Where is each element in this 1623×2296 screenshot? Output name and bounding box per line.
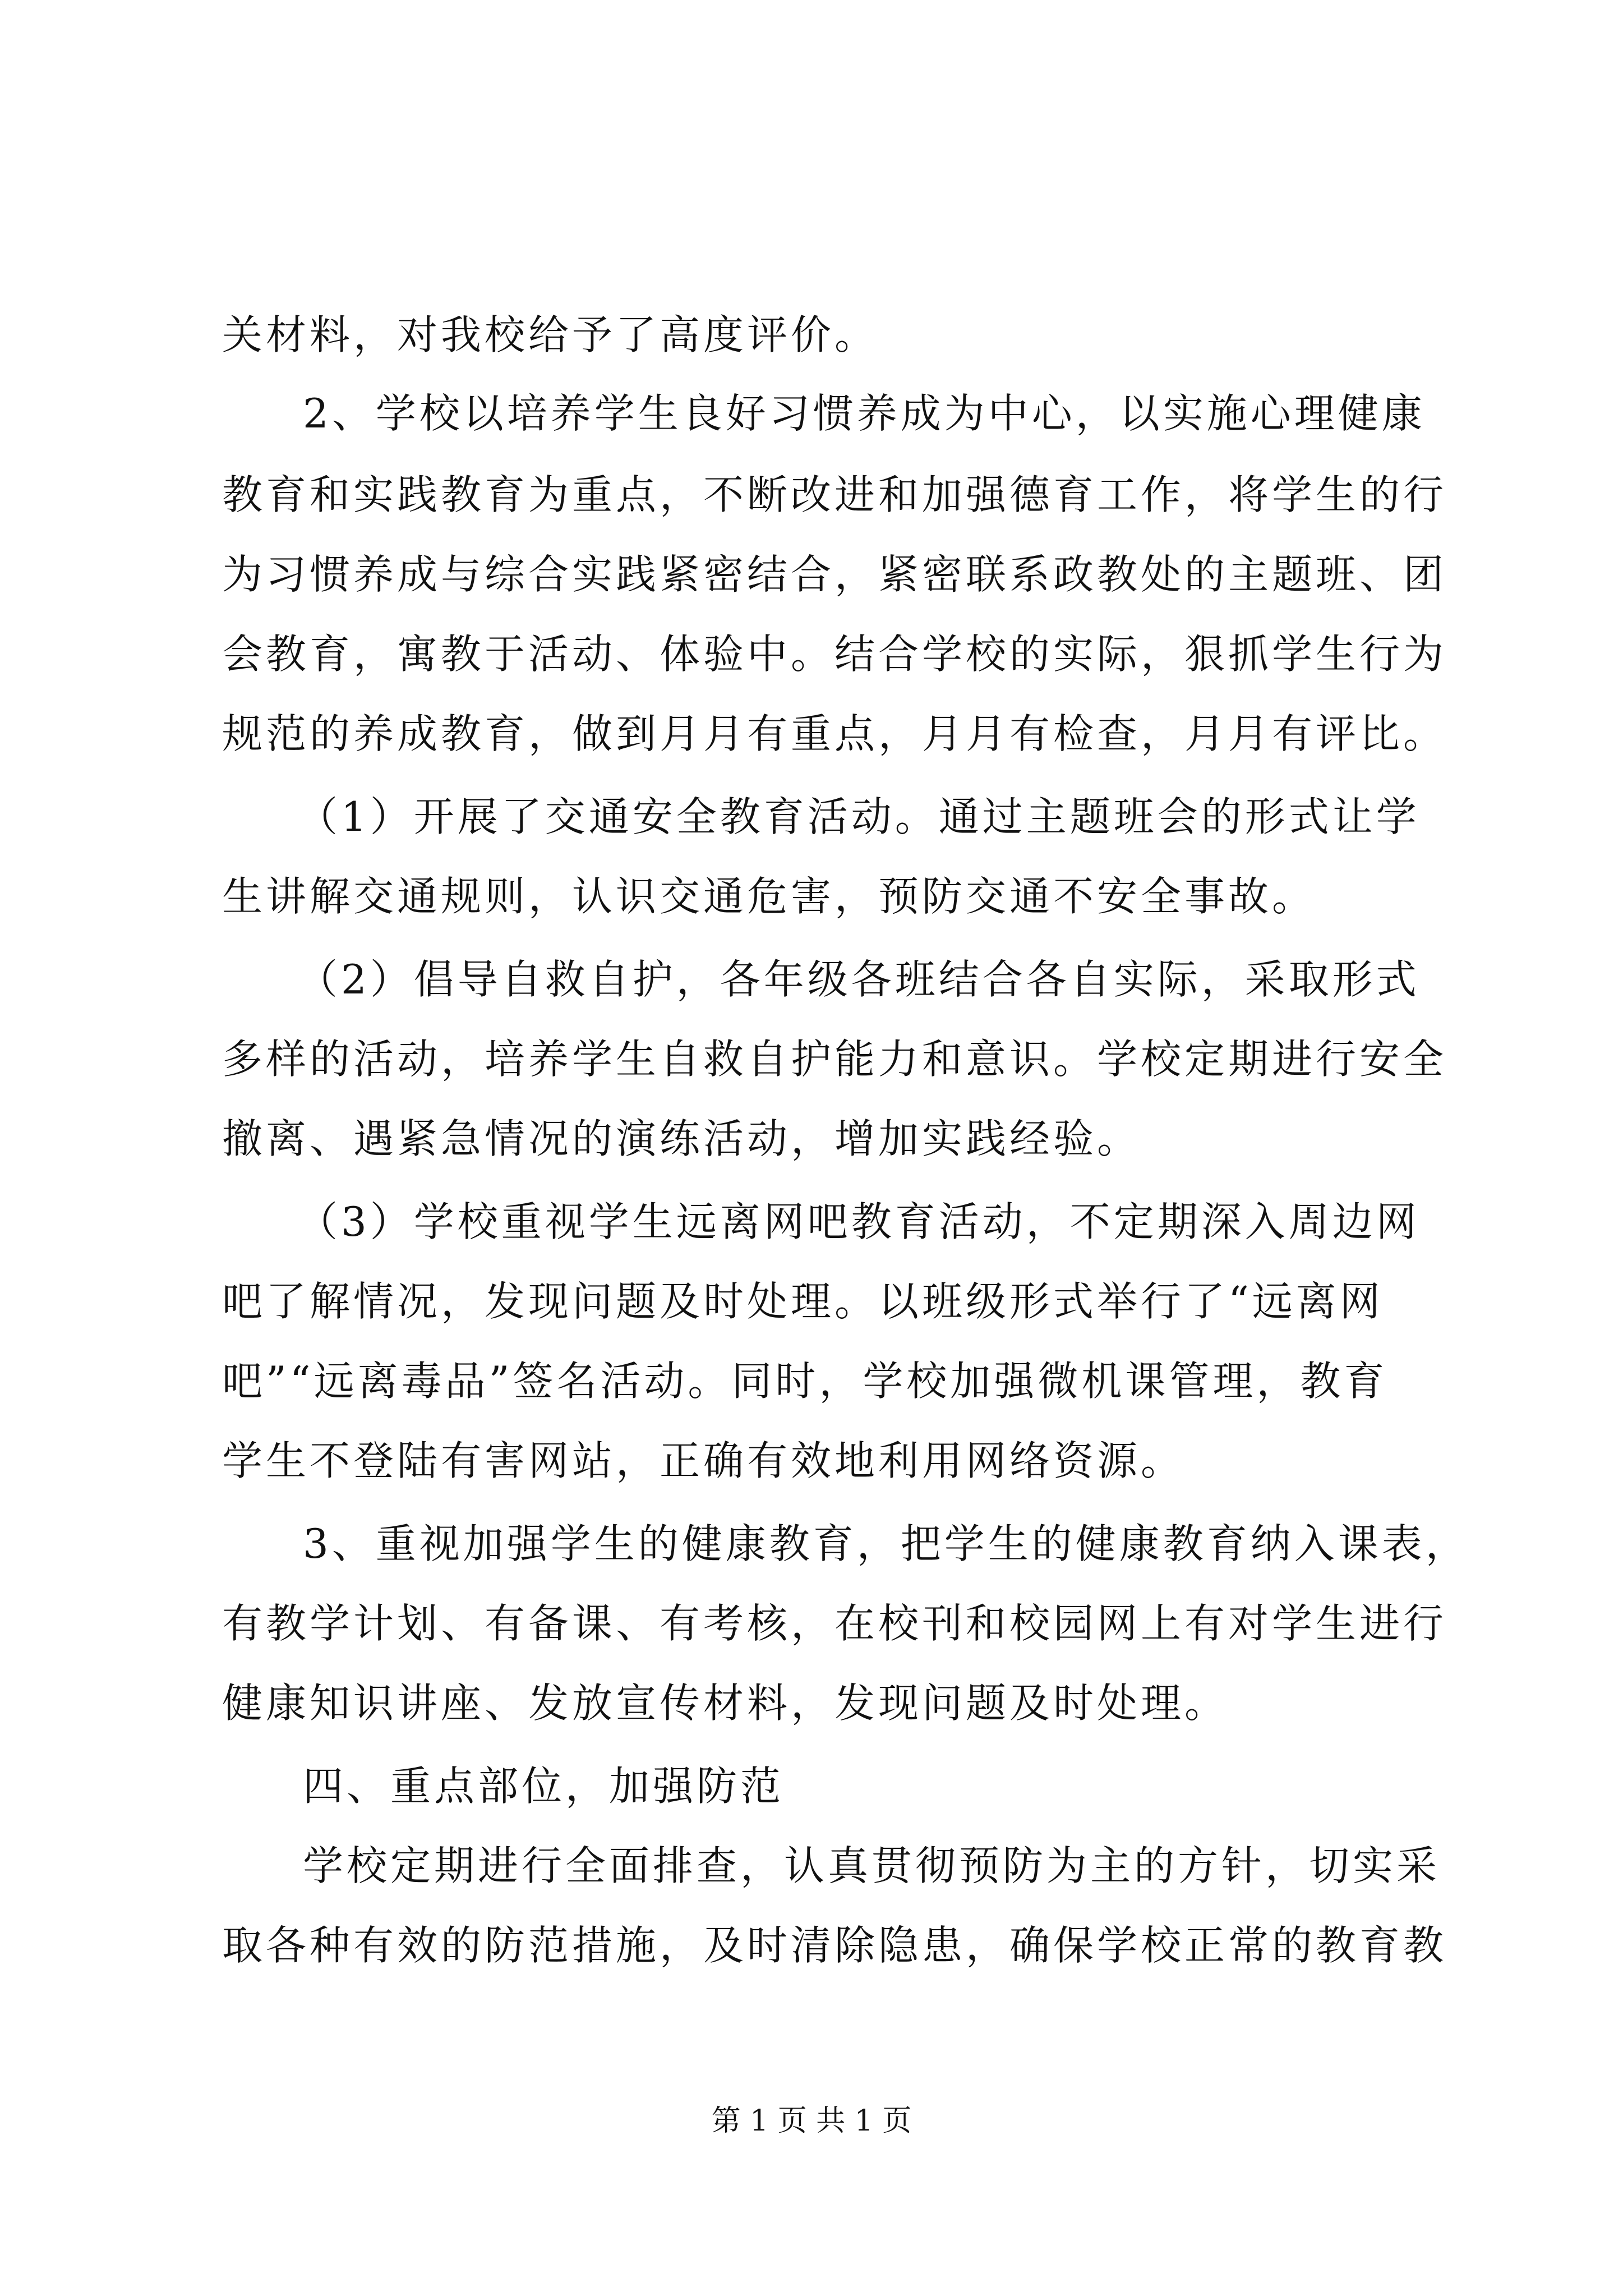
text-line: 3、重视加强学生的健康教育，把学生的健康教育纳入课表， (303, 1520, 1469, 1567)
text-line: 有教学计划、有备课、有考核，在校刊和校园网上有对学生进行 (222, 1600, 1447, 1647)
text-line: 会教育，寓教于活动、体验中。结合学校的实际，狠抓学生行为 (222, 631, 1447, 678)
text-line: 撤离、遇紧急情况的演练活动，增加实践经验。 (222, 1115, 1141, 1162)
text-line: 多样的活动，培养学生自救自护能力和意识。学校定期进行安全 (222, 1036, 1447, 1083)
text-line: 2、学校以培养学生良好习惯养成为中心，以实施心理健康 (303, 390, 1426, 437)
text-line: 为习惯养成与综合实践紧密结合，紧密联系政教处的主题班、团 (222, 551, 1447, 598)
text-line: 健康知识讲座、发放宣传材料，发现问题及时处理。 (222, 1680, 1229, 1727)
text-line: （2）倡导自救自护，各年级各班结合各自实际，采取形式 (297, 956, 1420, 1003)
text-line: （1）开展了交通安全教育活动。通过主题班会的形式让学 (297, 793, 1420, 840)
text-line: 吧了解情况，发现问题及时处理。以班级形式举行了“远离网 (222, 1278, 1384, 1325)
page-number-footer: 第 1 页 共 1 页 (711, 2104, 912, 2138)
text-line: 吧”“远离毒品”签名活动。同时，学校加强微机课管理，教育 (222, 1358, 1388, 1405)
text-line: 学生不登陆有害网站，正确有效地利用网络资源。 (222, 1437, 1185, 1484)
text-line: （3）学校重视学生远离网吧教育活动，不定期深入周边网 (297, 1198, 1420, 1245)
text-line: 学校定期进行全面排查，认真贯彻预防为主的方针，切实采 (303, 1842, 1441, 1889)
section-heading: 四、重点部位，加强防范 (303, 1763, 785, 1810)
text-line: 关材料，对我校给予了高度评价。 (222, 311, 879, 358)
text-line: 取各种有效的防范措施，及时清除隐患，确保学校正常的教育教 (222, 1922, 1447, 1969)
text-line: 教育和实践教育为重点，不断改进和加强德育工作，将学生的行 (222, 471, 1447, 518)
text-line: 规范的养成教育，做到月月有重点，月月有检查，月月有评比。 (222, 710, 1447, 757)
text-line: 生讲解交通规则，认识交通危害，预防交通不安全事故。 (222, 873, 1316, 920)
